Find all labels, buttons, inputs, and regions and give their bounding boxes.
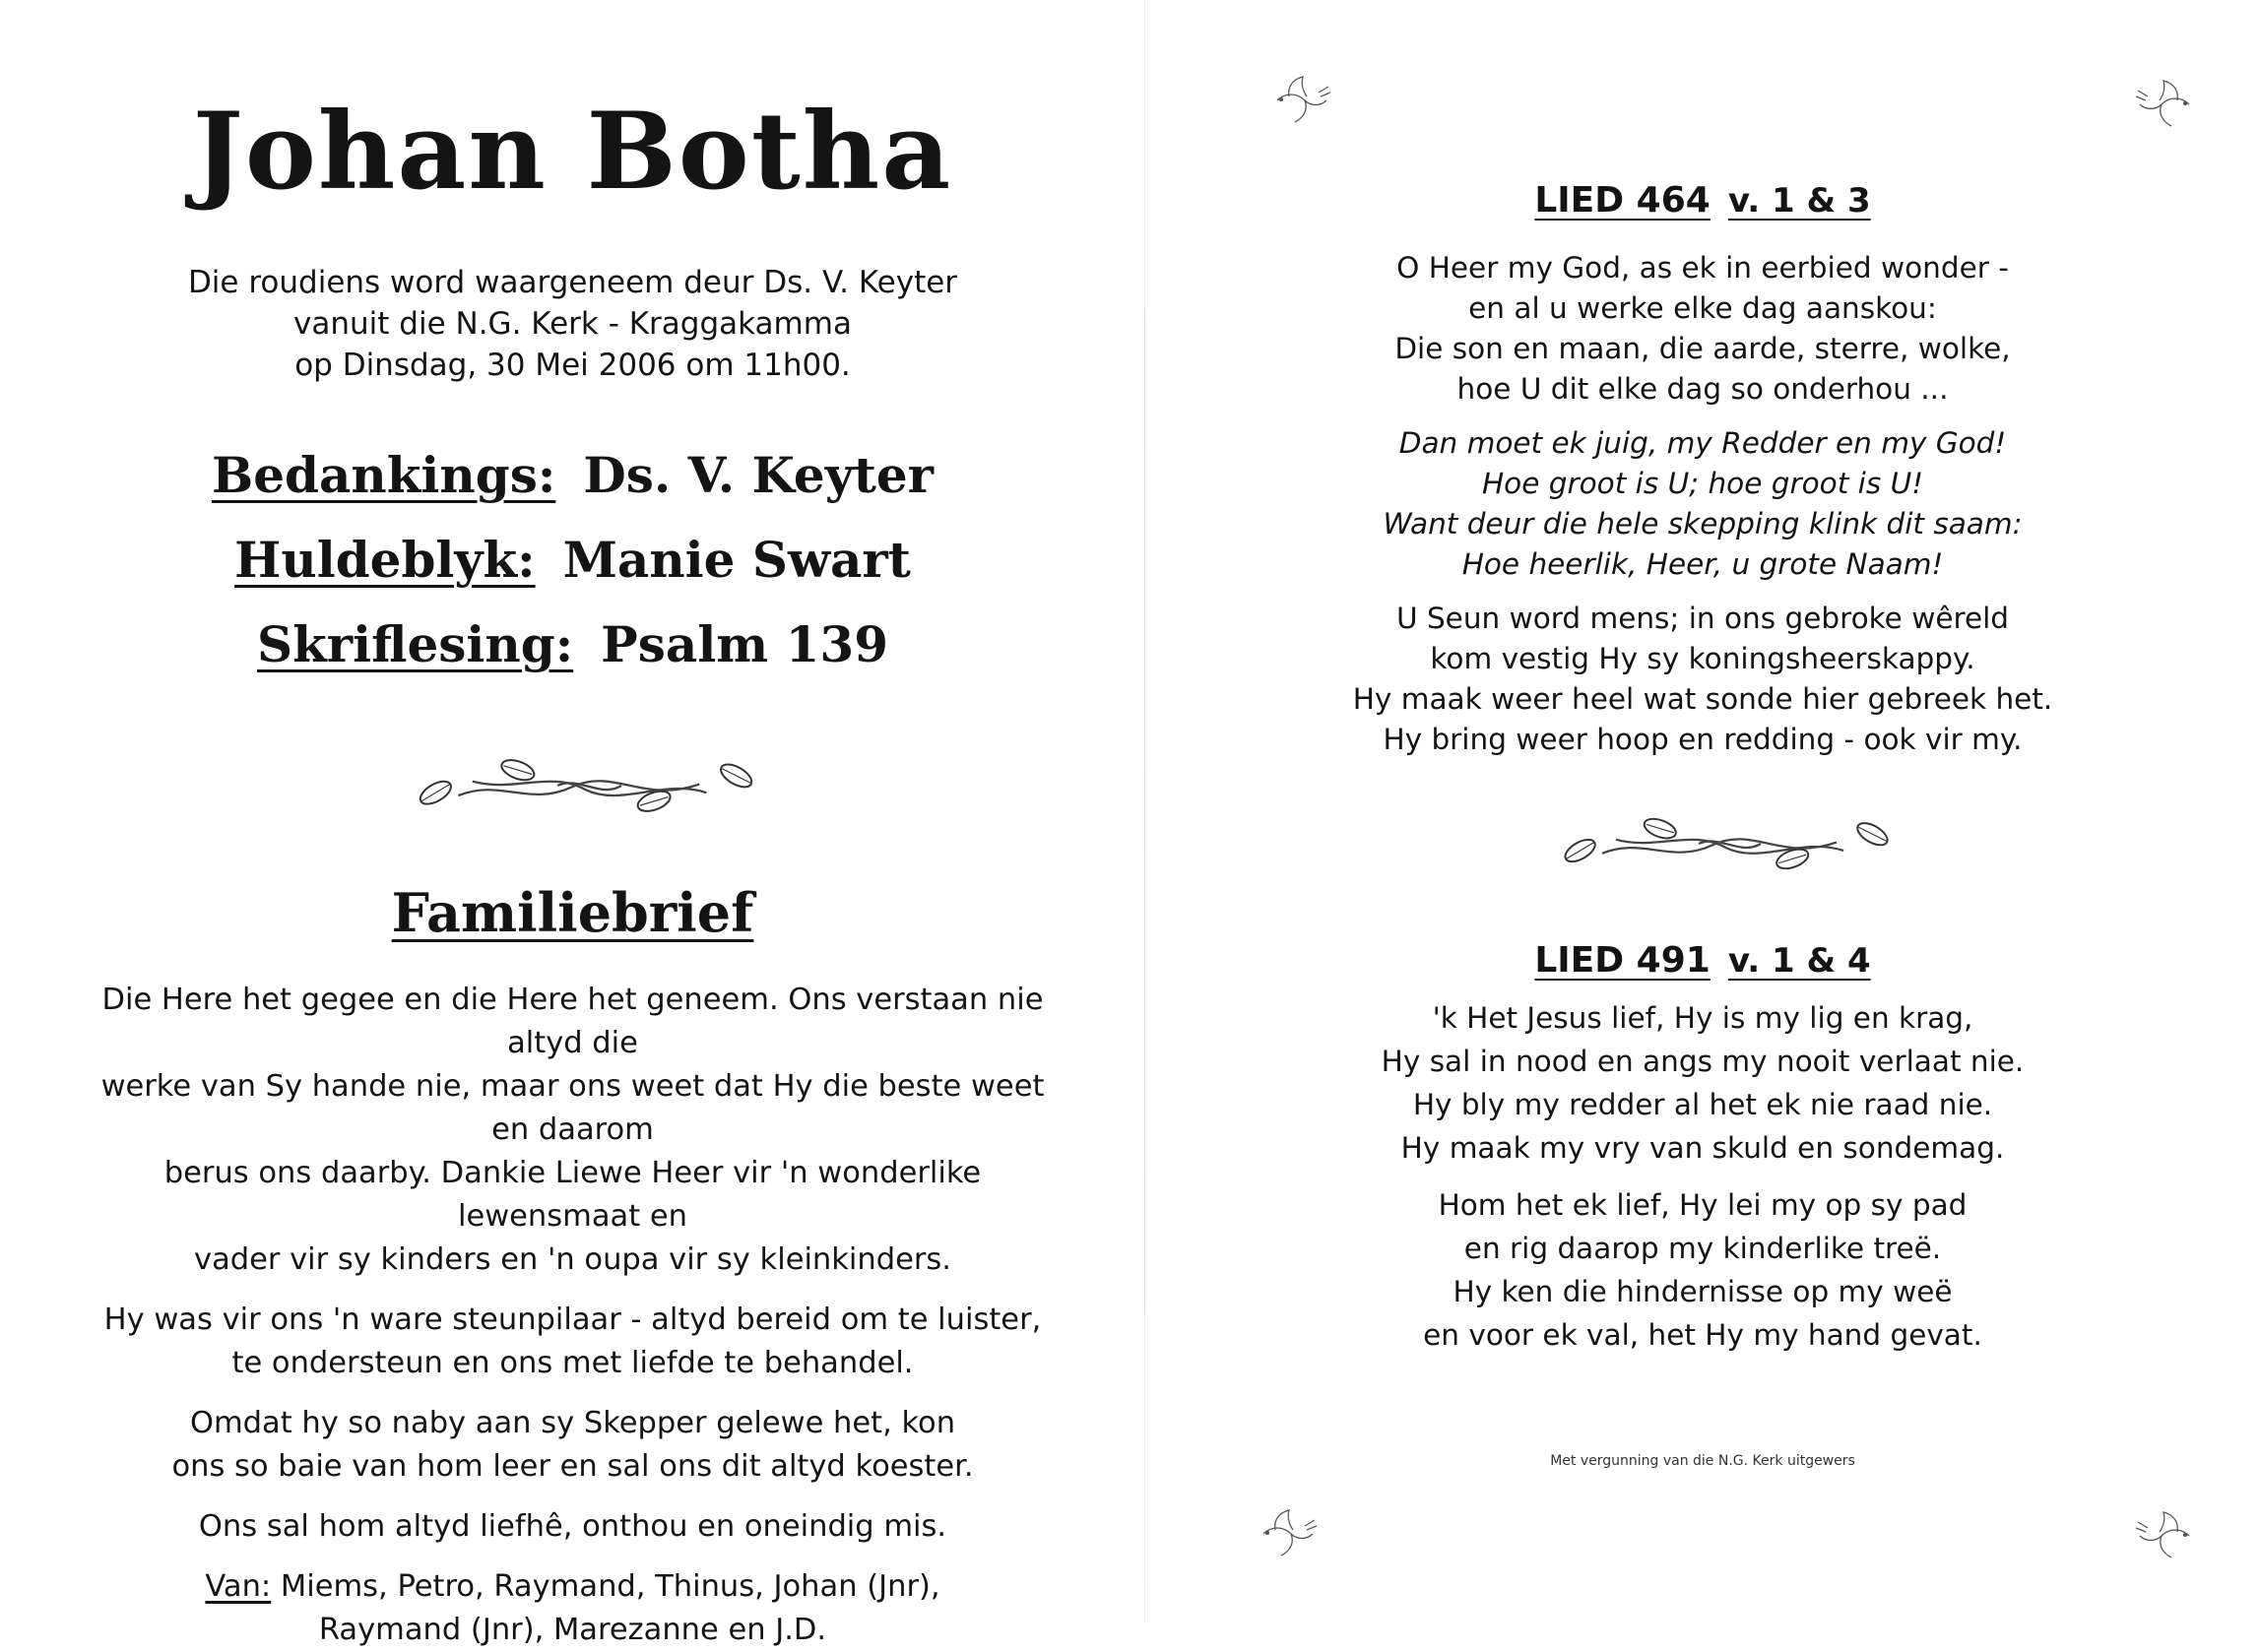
hymn-464-heading xyxy=(1145,180,2260,221)
familiebrief-heading: Familiebrief xyxy=(391,881,754,944)
dove-icon xyxy=(2130,75,2199,134)
signoff-label: Van: xyxy=(205,1569,272,1604)
letter-line: werke van Sy hande nie, maar ons weet dat Hy die beste weet en daarom xyxy=(100,1069,1045,1147)
letter-line: berus ons daarby. Dankie Liewe Heer vir 'n wonderlike lewensmaat en xyxy=(163,1156,982,1234)
role-huldeblyk xyxy=(0,518,1145,603)
right-page xyxy=(1145,0,2260,1623)
hymn-stanza xyxy=(1145,248,2260,410)
hymn-line: en al u werke elke dag aanskou: xyxy=(1468,291,1937,325)
hymn-line: Hom het ek lief, Hy lei my op sy pad xyxy=(1438,1188,1968,1222)
hymn-line: en voor ek val, het Hy my hand gevat. xyxy=(1423,1318,1982,1352)
signoff-names: Miems, Petro, Raymand, Thinus, Johan (Jnr), xyxy=(280,1569,940,1604)
letter-signoff xyxy=(79,1565,1066,1652)
hymn-line: Hy bly my redder al het ek nie raad nie. xyxy=(1412,1088,1993,1121)
hymn-verses: v. 1 & 4 xyxy=(1727,941,1871,981)
hymn-line: O Heer my God, as ek in eerbied wonder - xyxy=(1396,251,2009,285)
hymn-491-heading xyxy=(1145,940,2260,981)
letter-paragraph xyxy=(79,1505,1066,1549)
hymn-line: kom vestig Hy sy koningsheerskappy. xyxy=(1430,642,1975,675)
hymn-line: hoe U dit elke dag so onderhou ... xyxy=(1456,372,1949,406)
hymn-491-text xyxy=(1145,996,2260,1370)
hymn-stanza xyxy=(1145,996,2260,1170)
hymn-stanza xyxy=(1145,599,2260,760)
letter-line: ons so baie van hom leer en sal ons dit altyd koester. xyxy=(171,1449,974,1484)
service-roles xyxy=(0,433,1145,687)
letter-line: Omdat hy so naby aan sy Skepper gelewe het, kon xyxy=(189,1406,956,1440)
hymn-line: 'k Het Jesus lief, Hy is my lig en krag, xyxy=(1432,1001,1973,1035)
publisher-permission: Met vergunning van die N.G. Kerk uitgewers xyxy=(1550,1453,1855,1469)
hymn-line: Hy maak weer heel wat sonde hier gebreek het. xyxy=(1352,682,2053,716)
hymn-chorus xyxy=(1145,423,2260,585)
dove-icon xyxy=(1254,1504,1323,1563)
role-bedankings xyxy=(0,433,1145,518)
hymn-line: Hoe heerlik, Heer, u grote Naam! xyxy=(1461,547,1944,581)
hymn-line: Hoe groot is U; hoe groot is U! xyxy=(1481,467,1924,500)
service-line: op Dinsdag, 30 Mei 2006 om 11h00. xyxy=(294,348,851,383)
leaf-vine-ornament-icon xyxy=(414,750,758,821)
letter-paragraph xyxy=(79,979,1066,1282)
dove-icon xyxy=(2130,1506,2199,1565)
role-label: Skriflesing: xyxy=(257,615,574,673)
letter-paragraph xyxy=(79,1299,1066,1385)
hymn-line: Die son en maan, die aarde, sterre, wolke, xyxy=(1394,332,2011,365)
hymn-line: Hy sal in nood en angs my nooit verlaat nie. xyxy=(1381,1045,2025,1078)
family-letter xyxy=(79,979,1066,1652)
role-label: Bedankings: xyxy=(211,446,556,504)
letter-paragraph xyxy=(79,1402,1066,1489)
service-line: vanuit die N.G. Kerk - Kraggakamma xyxy=(293,306,852,342)
hymn-title: LIED 491 xyxy=(1534,940,1711,981)
role-value: Ds. V. Keyter xyxy=(583,446,934,504)
signoff-names: Raymand (Jnr), Marezanne en J.D. xyxy=(318,1613,827,1647)
service-details xyxy=(0,262,1145,386)
hymn-title: LIED 464 xyxy=(1534,180,1711,221)
role-value: Manie Swart xyxy=(562,531,911,589)
hymn-verses: v. 1 & 3 xyxy=(1727,181,1871,221)
letter-line: vader vir sy kinders en 'n oupa vir sy kleinkinders. xyxy=(194,1242,951,1277)
dove-icon xyxy=(1267,71,1336,130)
hymn-stanza xyxy=(1145,1183,2260,1357)
hymn-464-text xyxy=(1145,248,2260,774)
letter-line: Ons sal hom altyd liefhê, onthou en oneindig mis. xyxy=(198,1509,947,1544)
role-skriflesing xyxy=(0,603,1145,687)
role-value: Psalm 139 xyxy=(601,615,888,673)
letter-line: Die Here het gegee en die Here het geneem. Ons verstaan nie altyd die xyxy=(101,983,1044,1060)
hymn-line: U Seun word mens; in ons gebroke wêreld xyxy=(1395,602,2010,635)
role-label: Huldeblyk: xyxy=(234,531,536,589)
hymn-line: Hy maak my vry van skuld en sondemag. xyxy=(1400,1131,2005,1165)
letter-line: te ondersteun en ons met liefde te behandel. xyxy=(231,1346,914,1380)
service-line: Die roudiens word waargeneem deur Ds. V. Keyter xyxy=(187,265,958,300)
hymn-line: Dan moet ek juig, my Redder en my God! xyxy=(1398,426,2007,460)
hymn-line: Hy bring weer hoop en redding - ook vir my. xyxy=(1383,723,2023,756)
hymn-line: en rig daarop my kinderlike treë. xyxy=(1463,1232,1942,1265)
letter-line: Hy was vir ons 'n ware steunpilaar - altyd bereid om te luister, xyxy=(103,1303,1042,1337)
deceased-name-title: Johan Botha xyxy=(192,90,953,214)
hymn-line: Hy ken die hindernisse op my weë xyxy=(1453,1275,1953,1308)
hymn-line: Want deur die hele skepping klink dit saam: xyxy=(1383,507,2023,540)
leaf-vine-ornament-icon xyxy=(1559,809,1894,878)
